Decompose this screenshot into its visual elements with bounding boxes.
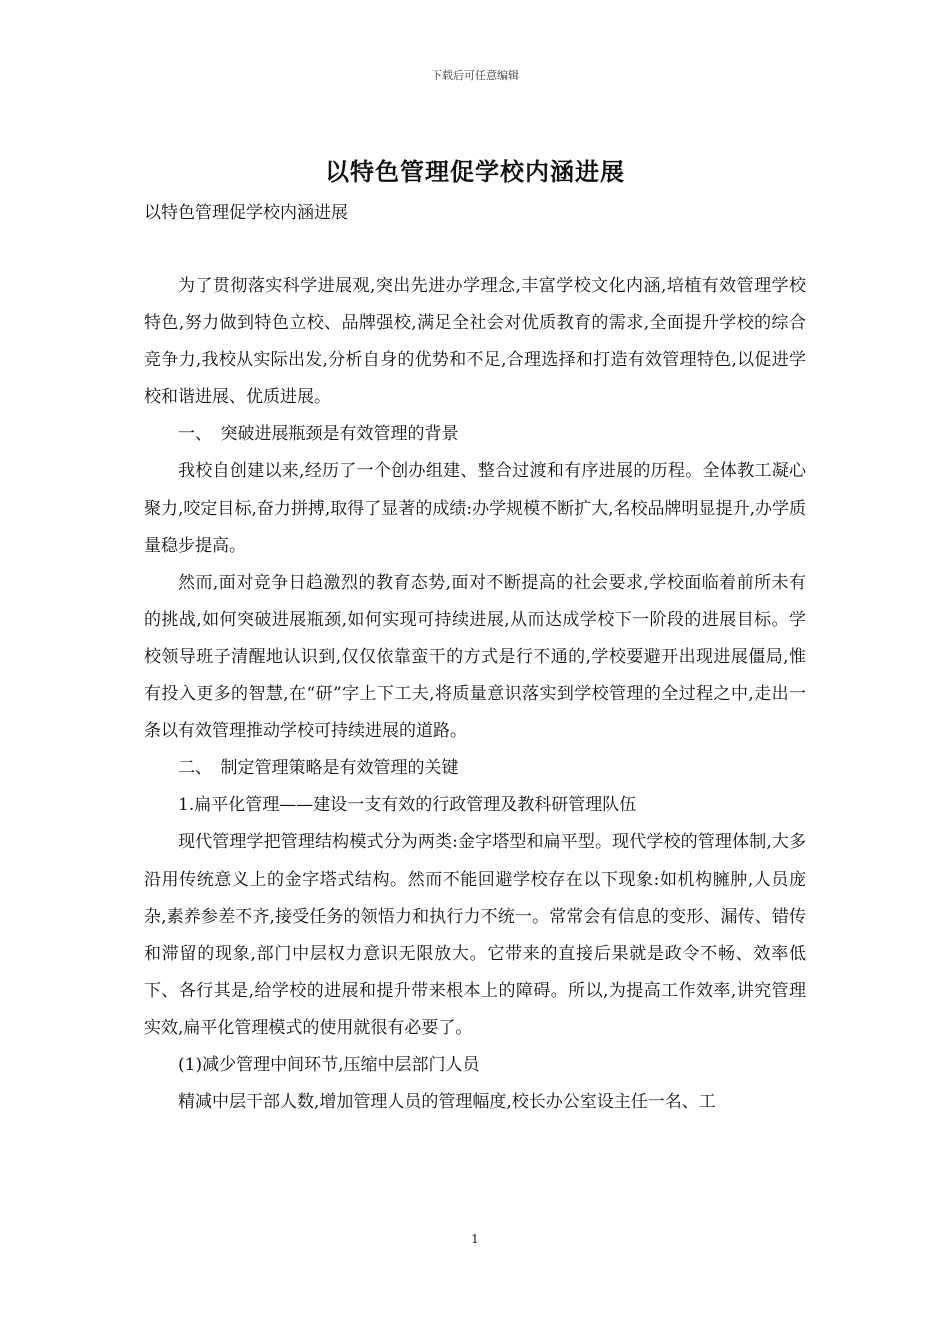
- document-title: 以特色管理促学校内涵进展: [325, 157, 625, 186]
- header-note: 下载后可任意编辑: [431, 69, 519, 82]
- section-heading-2: 二、 制定管理策略是有效管理的关键: [178, 758, 459, 779]
- paragraph: 现代管理学把管理结构模式分为两类:金字塔型和扁平型。现代学校的管理体制,大多沿用传统意义上的金字塔式结构。然而不能回避学校存在以下现象:如机构臃肿,人员庞杂,素养参差不齐,接受任务的领悟力和执行力不统一。常常会有信息的变形、漏传、错传和滞留的现象,部门中层权力意识无限放大。它带来的直接后果就是政令不畅、效率低下、各行其是,给学校的进展和提升带来根本上的障碍。所以,为提高工作效率,讲究管理实效,扁平化管理模式的使用就很有必要了。: [144, 832, 806, 1038]
- subsection-heading: 1.扁平化管理——建设一支有效的行政管理及教科研管理队伍: [178, 795, 637, 816]
- paragraph: 我校自创建以来,经历了一个创办组建、整合过渡和有序进展的历程。全体教工凝心聚力,咬定目标,奋力拼搏,取得了显著的成绩:办学规模不断扩大,名校品牌明显提升,办学质量稳步提高。: [144, 461, 806, 556]
- page-number: 1: [471, 1232, 479, 1246]
- paragraph-intro: 为了贯彻落实科学进展观,突出先进办学理念,丰富学校文化内涵,培植有效管理学校特色,努力做到特色立校、品牌强校,满足全社会对优质教育的需求,全面提升学校的综合竞争力,我校从实际出发,分析自身的优势和不足,合理选择和打造有效管理特色,以促进学校和谐进展、优质进展。: [144, 276, 806, 408]
- section-heading-1: 一、 突破进展瓶颈是有效管理的背景: [178, 424, 459, 445]
- body-text: [144, 268, 806, 1121]
- list-item-heading: (1)减少管理中间环节,压缩中层部门人员: [178, 1054, 480, 1075]
- document-subtitle: 以特色管理促学校内涵进展: [144, 203, 348, 223]
- paragraph: 然而,面对竞争日趋激烈的教育态势,面对不断提高的社会要求,学校面临着前所未有的挑战,如何突破进展瓶颈,如何实现可持续进展,从而达成学校下一阶段的进展目标。学校领导班子清醒地认识到,仅仅依靠蛮干的方式是行不通的,学校要避开出现进展僵局,惟有投入更多的智慧,在“研”字上下工夫,将质量意识落实到学校管理的全过程之中,走出一条以有效管理推动学校可持续进展的道路。: [144, 572, 806, 742]
- paragraph: 精减中层干部人数,增加管理人员的管理幅度,校长办公室设主任一名、工: [178, 1092, 716, 1113]
